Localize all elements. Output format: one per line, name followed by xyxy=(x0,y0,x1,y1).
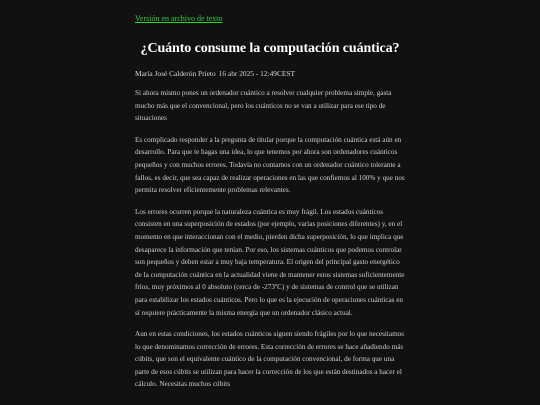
article-body xyxy=(135,87,405,391)
publish-date: 16 abr 2025 - 12:49CEST xyxy=(218,69,296,78)
byline xyxy=(135,69,405,79)
article-paragraph: Si ahora mismo pones un ordenador cuántico a resolver cualquier problema simple, gasta mucho más que el convencional, pero los cuánticos no se van a utilizar para ese tipo de situaciones xyxy=(135,89,392,123)
article-paragraph: Es complicado responder a la pregunta de titular porque la computación cuántica está aún en desarrollo. Para que te hagas una idea, lo que tenemos por ahora son ordenadores cuánticos pequeños y con muchos errores. Todavía no contamos con un ordenador cuántico tolerante a fallos, es decir, que sea capaz de realizar operaciones en las que confiemos al 100% y que nos permita resolver eficientemente problemas relevantes. xyxy=(135,135,405,195)
author-name: María José Calderón Prieto xyxy=(135,69,216,78)
article-paragraph: Los errores ocurren porque la naturaleza cuántica es muy frágil. Los estados cuánticos consisten en una superposición de estados (por ejemplo, varias posiciones diferentes) y, en el momento en que interaccionan con el medio, pierden dicha superposición, lo que implica que desaparece la información que tenían. Por eso, los sistemas cuánticos que podemos controlar son pequeños y deben estar a muy baja temperatura. El origen del principal gasto energético de la computación cuántica en la actualidad viene de mantener estos sistemas suficientemente fríos, muy próximos al 0 absoluto (cerca de -273ºC) y de sistemas de control que se utilizan para estabilizar los estados cuánticos. Pero lo que es la ejecución de operaciones cuánticas en sí requiere prácticamente la misma energía que un ordenador clásico actual. xyxy=(135,207,405,317)
article-paragraph: Aun en estas condiciones, los estados cuánticos siguen siendo frágiles por lo que necesitamos lo que denominamos corrección de errores. Esta corrección de errores se hace añadiendo más cúbits, que son el equivalente cuántico de la computación convencional, de forma que una parte de esos cúbits se utilizan para hacer la corrección de los que están destinados a hacer el cálculo. Necesitas muchos cúbits xyxy=(135,330,405,389)
article-container xyxy=(135,8,405,400)
text-version-link[interactable]: Versión en archivo de texto xyxy=(135,14,223,23)
article-title: ¿Cuánto consume la computación cuántica? xyxy=(140,41,400,56)
